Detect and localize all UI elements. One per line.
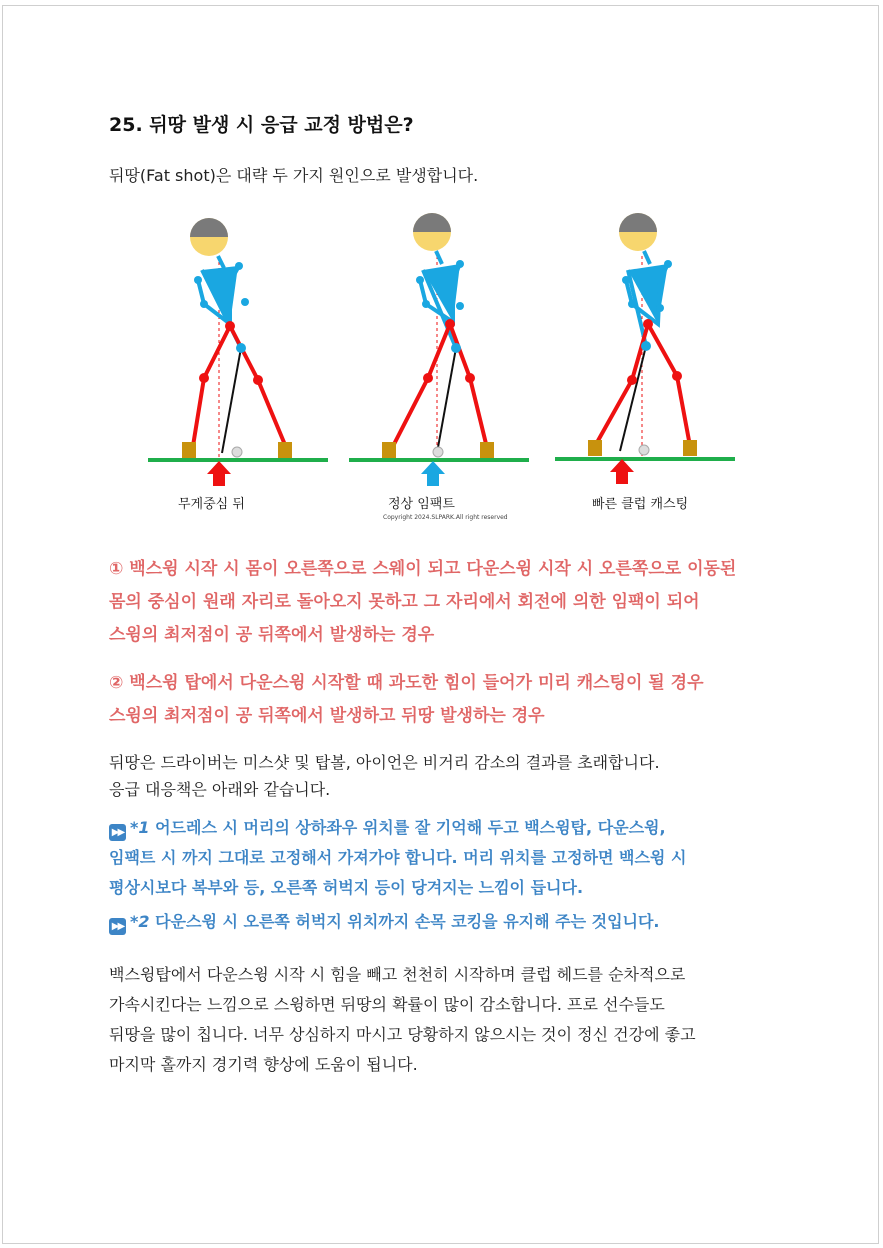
ball	[639, 445, 649, 455]
tip-2-text: 다운스윙 시 오른쪽 허벅지 위치까지 손목 코킹을 유지해 주는 것입니다.	[155, 912, 660, 931]
swing-figures-svg	[140, 208, 750, 498]
cap	[190, 218, 228, 237]
cause-1-line: 스윙의 최저점이 공 뒤쪽에서 발생하는 경우	[109, 625, 435, 645]
closing-line: 백스윙탑에서 다운스윙 시작 시 힘을 빼고 천천히 시작하며 클럽 헤드를 순차적으로	[109, 965, 686, 984]
arrow-up-icon	[421, 461, 445, 486]
foot	[382, 442, 396, 458]
foot	[480, 442, 494, 458]
cause-2	[109, 667, 704, 733]
foot	[683, 440, 697, 456]
legs	[390, 324, 488, 452]
result-line: 뒤땅은 드라이버는 미스샷 및 탑볼, 아이언은 비거리 감소의 결과를 초래합니다.	[109, 753, 660, 772]
fast-forward-icon: ▶▶	[109, 824, 126, 841]
figure-early-casting	[555, 213, 735, 484]
tip-1-line: 평상시보다 복부와 등, 오른쪽 허벅지 등이 당겨지는 느낌이 듭니다.	[109, 878, 584, 897]
cap	[619, 213, 657, 232]
caption-weight-back: 무게중심 뒤	[178, 497, 245, 512]
ball	[433, 447, 443, 457]
closing-line: 뒤땅을 많이 칩니다. 너무 상심하지 마시고 당황하지 않으시는 것이 정신 건강에 좋고	[109, 1025, 696, 1044]
tip-1-line: 어드레스 시 머리의 상하좌우 위치를 잘 기억해 두고 백스윙탑, 다운스윙,	[155, 818, 666, 837]
tip-2-number: *2	[130, 912, 150, 931]
fast-forward-icon: ▶▶	[109, 918, 126, 935]
arrow-up-icon	[207, 461, 231, 486]
club-shaft	[437, 348, 456, 453]
closing-paragraph	[109, 960, 696, 1080]
closing-line: 가속시킨다는 느낌으로 스윙하면 뒤땅의 확률이 많이 감소합니다. 프로 선수들도	[109, 995, 665, 1014]
swing-illustration	[140, 208, 750, 528]
page-title: 25. 뒤땅 발생 시 응급 교정 방법은?	[109, 114, 414, 136]
club-shaft	[222, 348, 241, 453]
cause-2-line: ② 백스윙 탑에서 다운스윙 시작할 때 과도한 힘이 들어가 미리 캐스팅이 될 경우	[109, 673, 704, 693]
closing-line: 마지막 홀까지 경기력 향상에 도움이 됩니다.	[109, 1055, 418, 1074]
tip-1-line: 임팩트 시 까지 그대로 고정해서 가져가야 합니다. 머리 위치를 고정하면 백스윙 시	[109, 848, 687, 867]
foot	[588, 440, 602, 456]
tip-2	[109, 907, 660, 937]
ball	[232, 447, 242, 457]
cap	[413, 213, 451, 232]
arrow-up-icon	[610, 459, 634, 484]
tip-1	[109, 813, 686, 903]
caption-normal-impact: 정상 임팩트	[388, 497, 455, 512]
figure-normal-impact	[349, 213, 529, 486]
foot	[278, 442, 292, 458]
result-paragraph	[109, 749, 660, 803]
figure-weight-back	[148, 218, 328, 486]
cause-1-line: ① 백스윙 시작 시 몸이 오른쪽으로 스웨이 되고 다운스윙 시작 시 오른쪽으로 이동된	[109, 559, 737, 579]
intro-text: 뒤땅(Fat shot)은 대략 두 가지 원인으로 발생합니다.	[109, 166, 479, 185]
result-line: 응급 대응책은 아래와 같습니다.	[109, 780, 331, 799]
copyright-text: Copyright 2024.SLPARK.All right reserved	[383, 514, 508, 521]
tip-1-number: *1	[130, 818, 150, 837]
cause-1-line: 몸의 중심이 원래 자리로 돌아오지 못하고 그 자리에서 회전에 의한 임팩이 되어	[109, 592, 700, 612]
foot	[182, 442, 196, 458]
caption-early-casting: 빠른 클럽 캐스팅	[592, 497, 689, 512]
cause-2-line: 스윙의 최저점이 공 뒤쪽에서 발생하고 뒤땅 발생하는 경우	[109, 706, 545, 726]
cause-1	[109, 553, 736, 652]
